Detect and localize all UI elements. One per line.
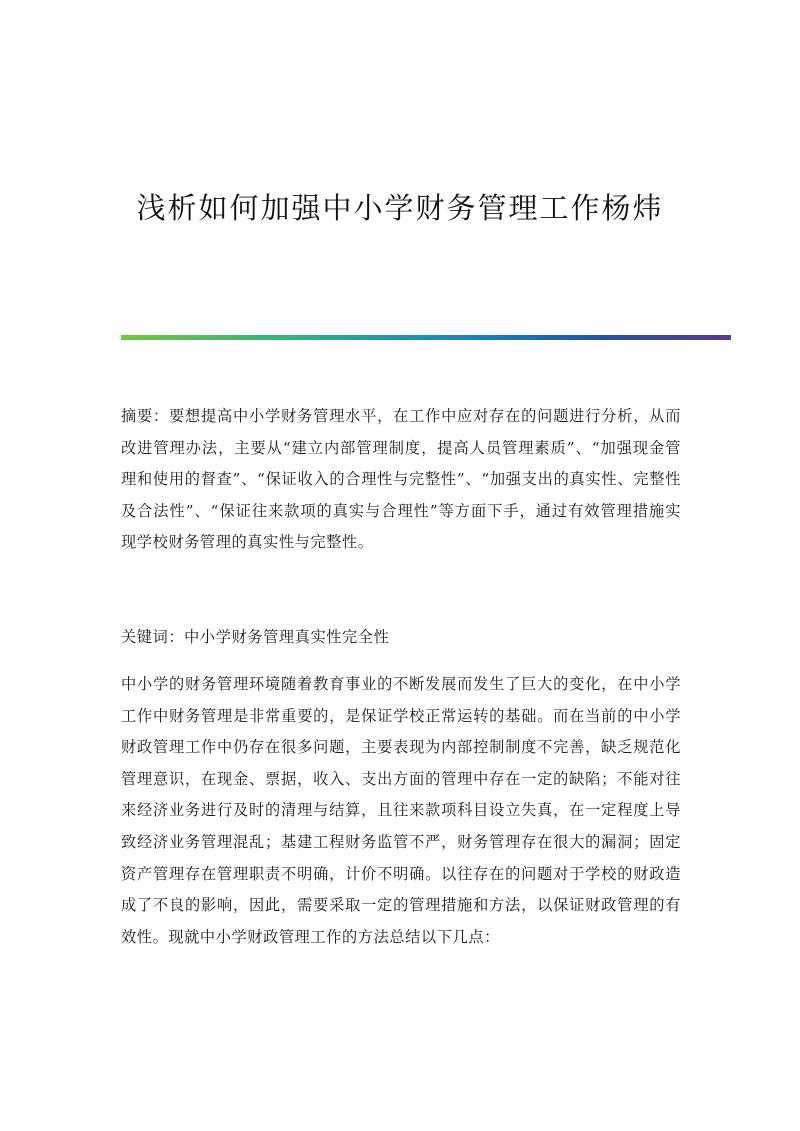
keywords-line: 关键词：中小学财务管理真实性完全性 [121, 628, 390, 646]
intro-paragraph: 中小学的财务管理环境随着教育事业的不断发展而发生了巨大的变化，在中小学工作中财务管理是非常重要的，是保证学校正常运转的基础。而在当前的中小学财政管理工作中仍存在很多问题，主要表现为内部控制制度不完善，缺乏规范化管理意识，在现金、票据，收入、支出方面的管理中存在一定的缺陷；不能对往来经济业务进行及时的清理与结算，且往来款项科目设立失真，在一定程度上导致经济业务管理混乱；基建工程财务监管不严，财务管理存在很大的漏洞；固定资产管理存在管理职责不明确，计价不明确。以往存在的问题对于学校的财政造成了不良的影响，因此，需要采取一定的管理措施和方法，以保证财政管理的有效性。现就中小学财政管理工作的方法总结以下几点： [121, 675, 681, 946]
abstract-paragraph: 摘要：要想提高中小学财务管理水平，在工作中应对存在的问题进行分析，从而改进管理办法，主要从“建立内部管理制度，提高人员管理素质”、“加强现金管理和使用的督查”、“保证收入的合理性与完整性”、“加强支出的真实性、完整性及合法性”、“保证往来款项的真实与合理性”等方面下手，通过有效管理措施实现学校财务管理的真实性与完整性。 [121, 407, 681, 552]
document-title: 浅析如何加强中小学财务管理工作杨炜 [136, 191, 664, 225]
title-divider [121, 335, 731, 340]
